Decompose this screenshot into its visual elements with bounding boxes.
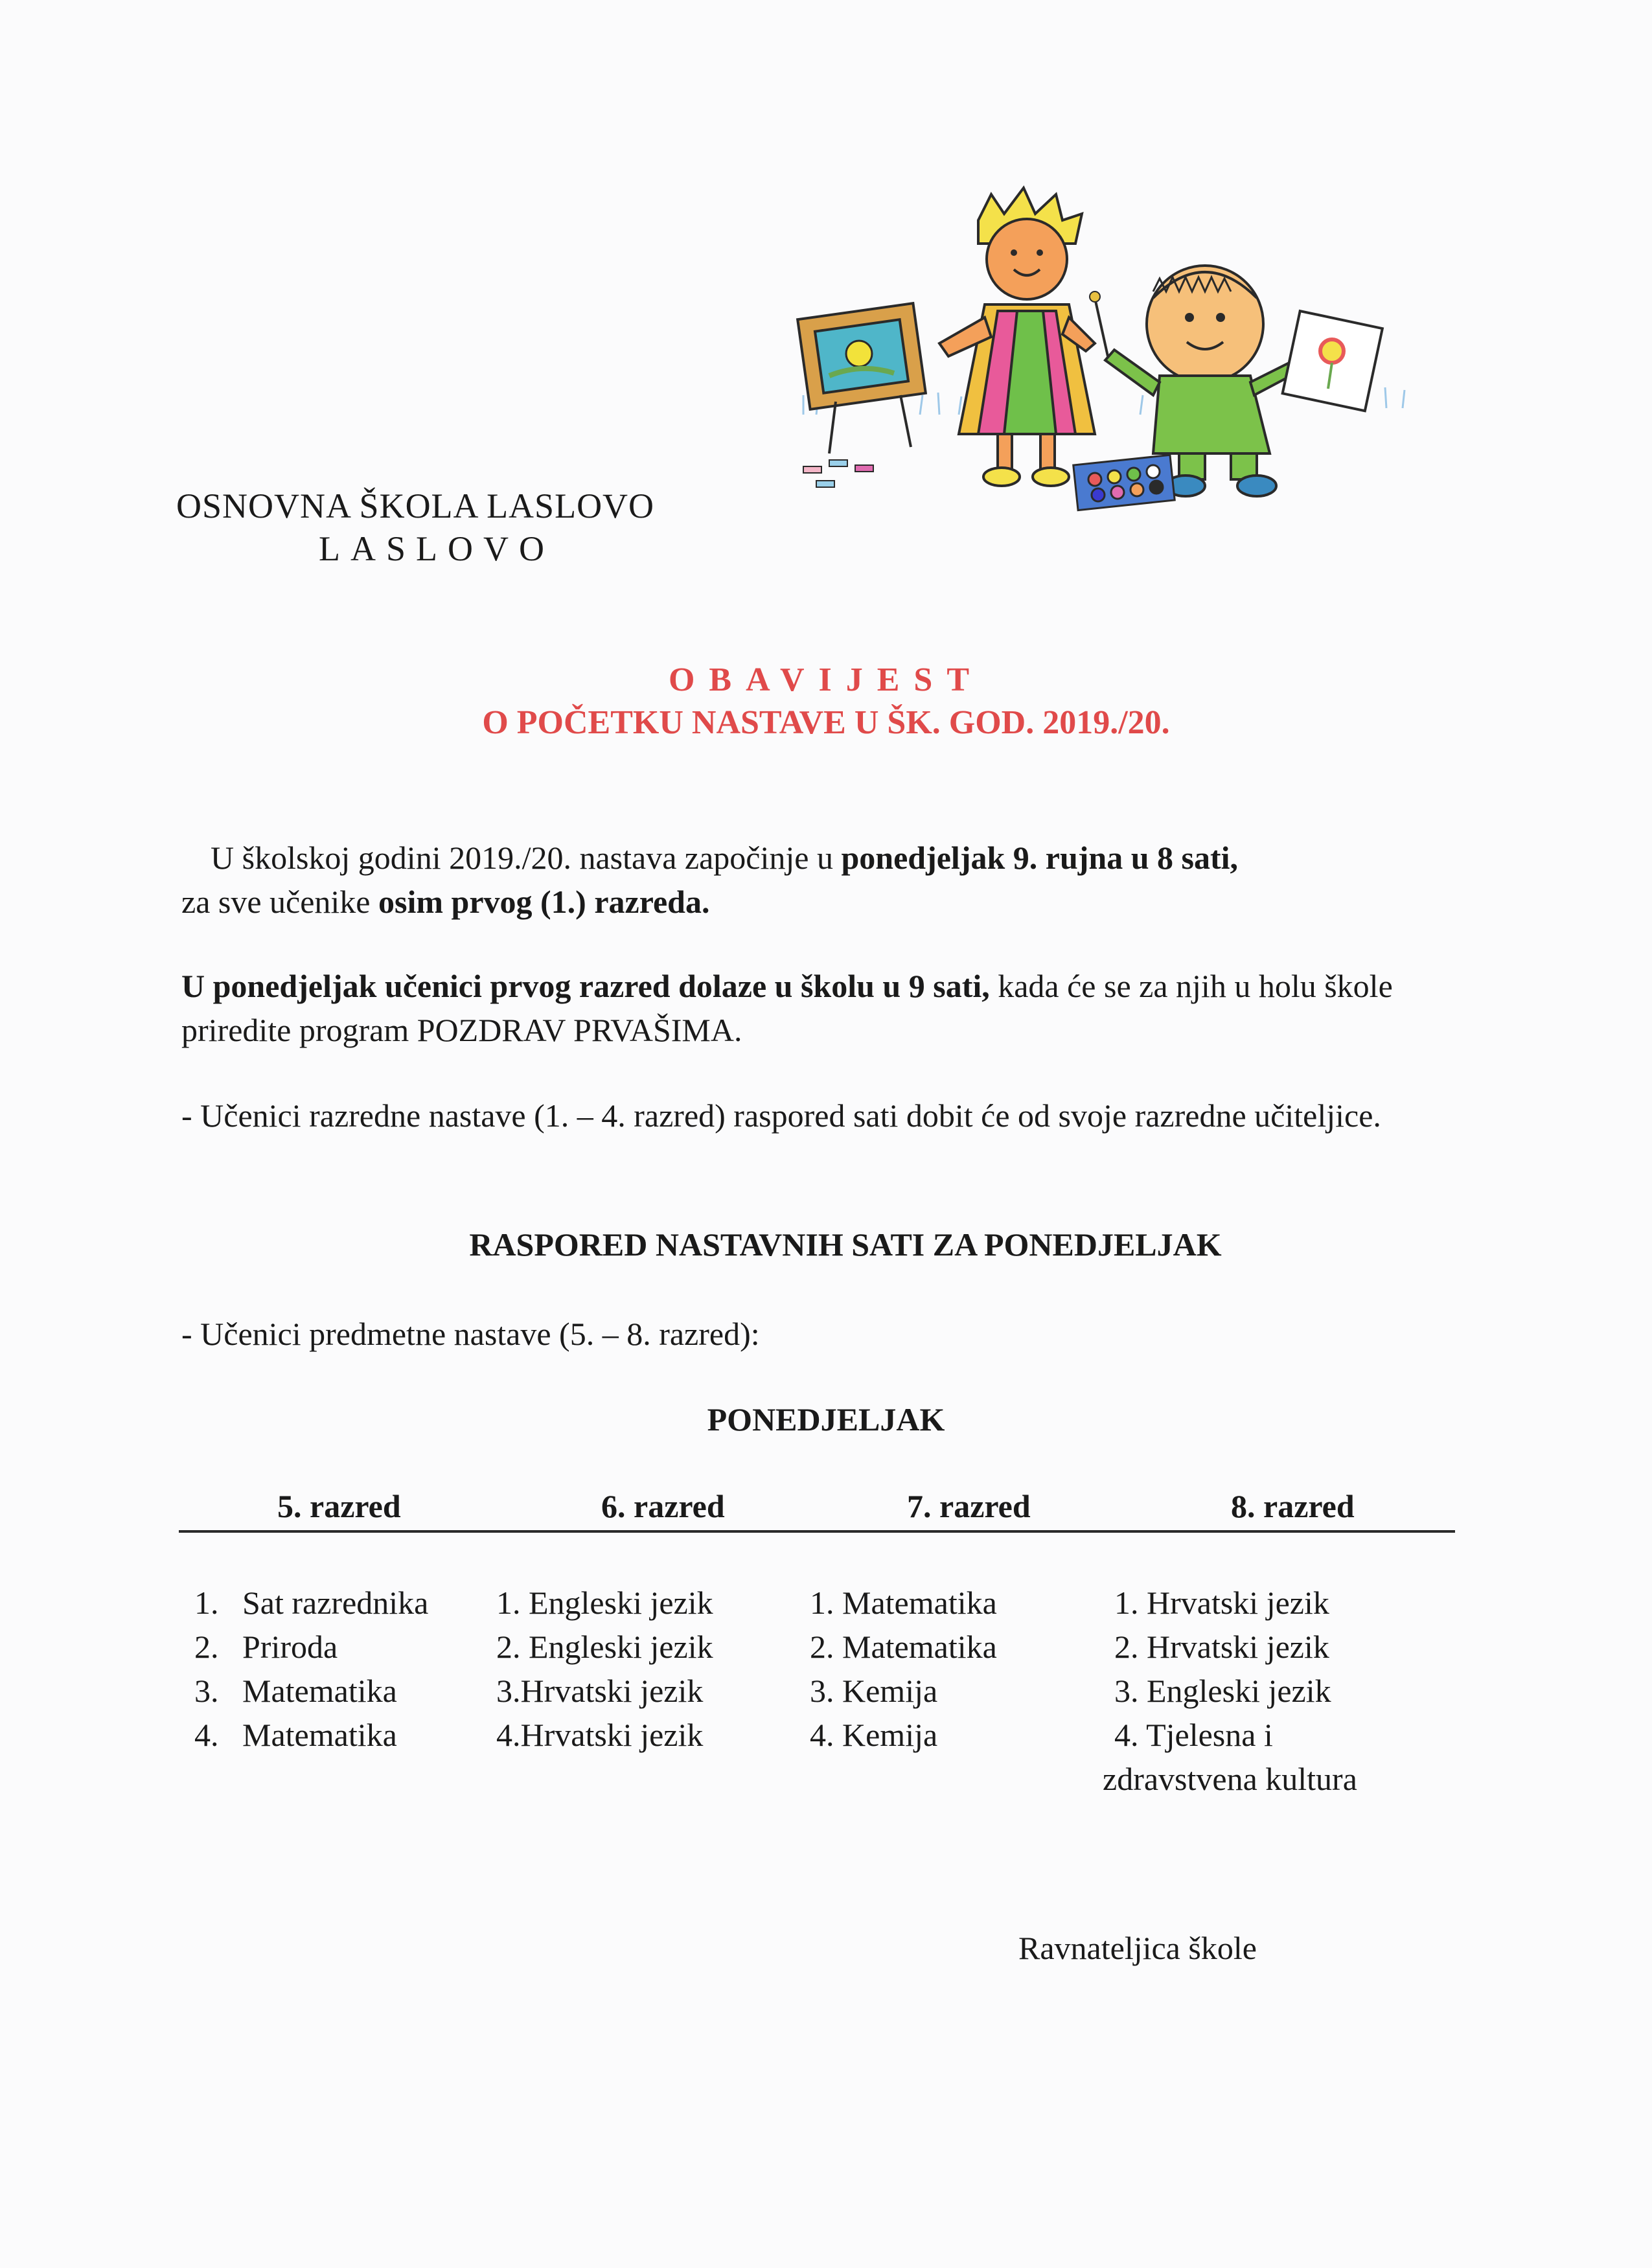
list-item: 3. Engleski jezik	[1114, 1673, 1331, 1709]
list-item: 1. Engleski jezik	[496, 1585, 713, 1621]
list-item: 3. Kemija	[810, 1673, 938, 1709]
list-item	[194, 1625, 428, 1669]
p1-text-b: ponedjeljak 9. rujna u 8 sati,	[841, 840, 1239, 876]
children-painting-illustration	[790, 181, 1412, 518]
p2-text-a: U ponedjeljak učenici prvog razred dolaze u školu u 9 sati,	[181, 968, 990, 1004]
item-subject: Sat razrednika	[242, 1585, 429, 1621]
item-number: 2.	[194, 1629, 219, 1665]
item-subject: Matematika	[242, 1673, 397, 1709]
school-city: LASLOVO	[319, 529, 555, 568]
paragraph-start-date	[181, 836, 1451, 924]
item-subject: Priroda	[242, 1629, 338, 1665]
schedule-column-6	[496, 1581, 713, 1757]
list-item: 2. Hrvatski jezik	[1114, 1629, 1329, 1665]
list-item: 2. Engleski jezik	[496, 1629, 713, 1665]
p2-text-b: kada će se za njih u holu škole priredite program POZDRAV PRVAŠIMA.	[181, 968, 1393, 1048]
paragraph-class-teaching: - Učenici razredne nastave (1. – 4. razred) raspored sati dobit će od svoje razredne učiteljice.	[181, 1097, 1381, 1134]
list-item: 4.Hrvatski jezik	[496, 1717, 704, 1753]
schedule-column-5	[194, 1581, 428, 1757]
list-item	[194, 1713, 428, 1757]
item-number: 3.	[194, 1673, 219, 1709]
school-header	[176, 485, 654, 570]
column-header-7: 7. razred	[907, 1488, 1031, 1524]
schedule-column-8	[1105, 1581, 1357, 1801]
schedule-heading: RASPORED NASTAVNIH SATI ZA PONEDJELJAK	[469, 1226, 1222, 1263]
list-item: 4. Kemija	[810, 1717, 938, 1753]
list-item	[194, 1581, 428, 1625]
schedule-column-7	[810, 1581, 997, 1757]
schedule-intro: - Učenici predmetne nastave (5. – 8. razred):	[181, 1316, 760, 1352]
list-item: 4. Tjelesna i	[1114, 1717, 1273, 1753]
signature-line: Ravnateljica škole	[1018, 1930, 1257, 1966]
item-subject: Matematika	[242, 1717, 397, 1753]
list-item-continuation: zdravstvena kultura	[1103, 1761, 1357, 1797]
notice-title: OBAVIJEST	[668, 661, 984, 698]
list-item: 3.Hrvatski jezik	[496, 1673, 704, 1709]
p1-text-c: za sve učenike	[181, 884, 379, 920]
list-item: 2. Matematika	[810, 1629, 997, 1665]
schedule-day: PONEDJELJAK	[707, 1401, 945, 1438]
item-number: 4.	[194, 1717, 219, 1753]
item-number: 1.	[194, 1585, 219, 1621]
notice-subtitle: O POČETKU NASTAVE U ŠK. GOD. 2019./20.	[482, 704, 1170, 741]
list-item: 1. Matematika	[810, 1585, 997, 1621]
p1-text-d: osim prvog (1.) razreda.	[378, 884, 710, 920]
column-header-8: 8. razred	[1231, 1488, 1355, 1524]
paragraph-first-grade	[181, 964, 1451, 1052]
column-header-5: 5. razred	[277, 1488, 401, 1524]
list-item: 1. Hrvatski jezik	[1114, 1585, 1329, 1621]
list-item	[194, 1669, 428, 1713]
table-header-rule	[179, 1530, 1455, 1533]
school-name: OSNOVNA ŠKOLA LASLOVO	[176, 487, 655, 525]
column-header-6: 6. razred	[601, 1488, 725, 1524]
p1-text-a: U školskoj godini 2019./20. nastava započinje u	[211, 840, 842, 876]
